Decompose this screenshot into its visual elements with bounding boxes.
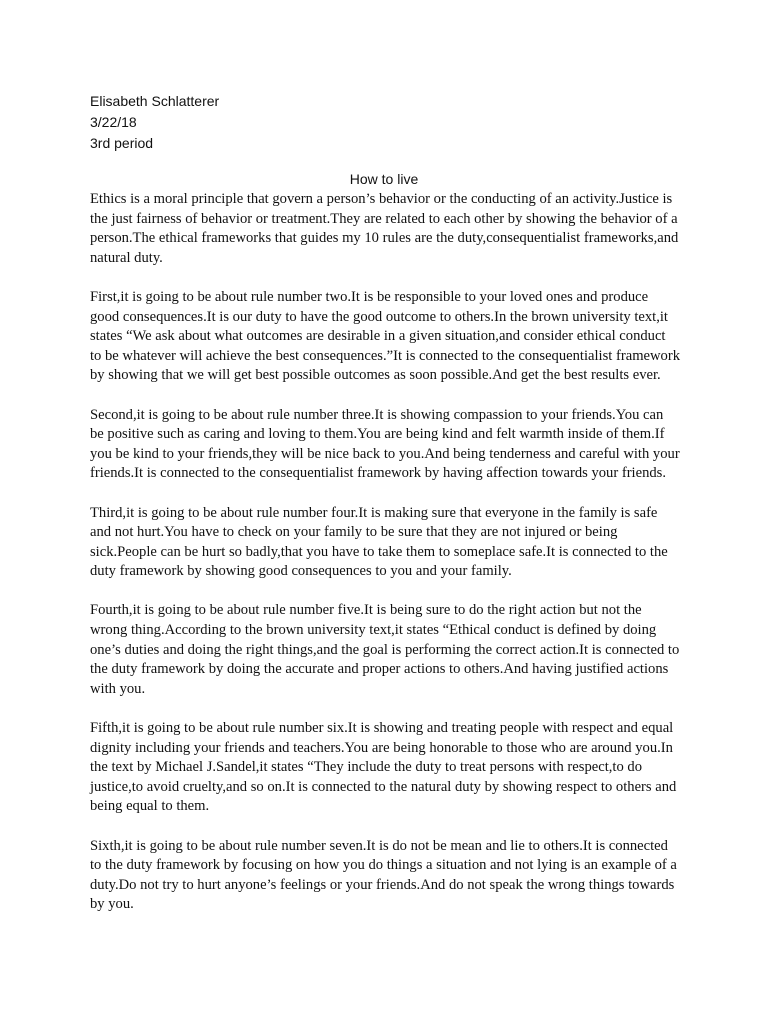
paragraph-intro: Ethics is a moral principle that govern a person’s behavior or the conducting of an activity.Justice is the just fairness of behavior or treatment.They are related to each other by showing the behavior of a person.The ethical frameworks that guides my 10 rules are the duty,consequentialist frameworks,and natural duty. bbox=[90, 191, 679, 266]
paragraph-sixth: Sixth,it is going to be about rule number seven.It is do not be mean and lie to others.It is connected to the duty framework by focusing on how you do things a situation and not lying is an example of a duty.Do not try to hurt anyone’s feelings or your friends.And do not speak the wrong things towards by you. bbox=[90, 837, 677, 913]
paragraph-fifth: Fifth,it is going to be about rule number six.It is showing and treating people with respect and equal dignity including your friends and teachers.You are being honorable to those who are around you.In the text by Michael J.Sandel,it states “They include the duty to treat persons with respect,to do justice,to avoid cruelty,and so on.It is connected to the natural duty by showing respect to others and being equal to them. bbox=[90, 720, 677, 815]
author-name: Elisabeth Schlatterer bbox=[90, 93, 220, 109]
paragraph-third: Third,it is going to be about rule number four.It is making sure that everyone in the family is safe and not hurt.You have to check on your family to be sure that they are not injured or being sick.People can be hurt so badly,that you have to take them to someplace safe.It is connected to the duty framework by showing good consequences to you and your family. bbox=[90, 504, 668, 580]
document-header bbox=[90, 91, 219, 154]
document-body bbox=[90, 190, 680, 935]
paragraph-second: Second,it is going to be about rule number three.It is showing compassion to your friends.You can be positive such as caring and loving to them.You are being kind and felt warmth inside of them.If you be kind to your friends,they will be nice back to you.And being tenderness and careful with your friends.It is connected to the consequentialist framework by having affection towards your friends. bbox=[90, 406, 680, 482]
paragraph-first: First,it is going to be about rule number two.It is be responsible to your loved ones and produce good consequences.It is our duty to have the good outcome to others.In the brown university text,it states “We ask about what outcomes are desirable in a given situation,and consider ethical conduct to be whatever will achieve the best consequences.”It is connected to the consequentialist framework by showing that we will get best possible outcomes as soon possible.And get the best results ever. bbox=[90, 288, 681, 384]
class-period: 3rd period bbox=[90, 135, 154, 151]
paragraph-fourth: Fourth,it is going to be about rule number five.It is being sure to do the right action but not the wrong thing.According to the brown university text,it states “Ethical conduct is defined by doing one’s duties and doing the right things,and the goal is performing the correct action.It is connected to the duty framework by doing the accurate and proper actions to others.And having justified actions with you. bbox=[90, 602, 680, 697]
document-date: 3/22/18 bbox=[90, 114, 137, 130]
document-title: How to live bbox=[349, 171, 419, 187]
